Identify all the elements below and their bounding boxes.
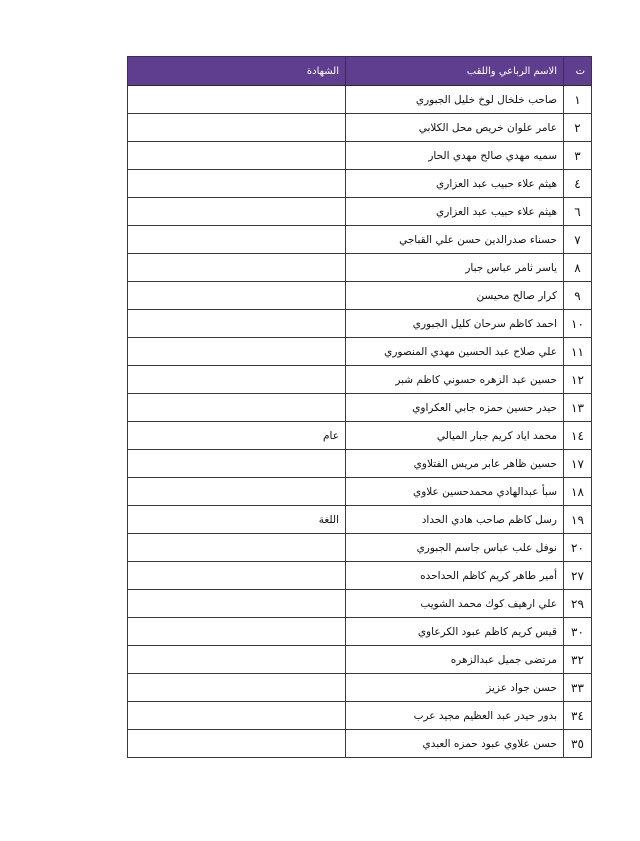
- row-certificate: [128, 646, 346, 674]
- row-certificate: [128, 730, 346, 758]
- document-sheet: [127, 56, 591, 758]
- row-full-name: سميه مهدي صالح مهدي الحار: [346, 142, 564, 170]
- table-body: [128, 86, 592, 758]
- row-number: ٨: [564, 254, 592, 282]
- row-certificate: اللغة: [128, 506, 346, 534]
- row-full-name: مرتضى جميل عبدالزهره: [346, 646, 564, 674]
- row-certificate: [128, 226, 346, 254]
- row-number: ١٢: [564, 366, 592, 394]
- row-full-name: حسن جواد عزيز: [346, 674, 564, 702]
- row-full-name: رسل كاظم صاحب هادي الحداد: [346, 506, 564, 534]
- table-header-row: [128, 57, 592, 86]
- row-full-name: علي صلاح عبد الحسين مهدي المنصوري: [346, 338, 564, 366]
- row-certificate: [128, 590, 346, 618]
- row-certificate: [128, 394, 346, 422]
- table-row: [128, 310, 592, 338]
- table-row: [128, 506, 592, 534]
- row-number: ٣: [564, 142, 592, 170]
- row-certificate: [128, 198, 346, 226]
- row-full-name: عامر علوان خريص محل الكلابي: [346, 114, 564, 142]
- row-full-name: حسين عبد الزهره حسوني كاظم شبر: [346, 366, 564, 394]
- table-row: [128, 674, 592, 702]
- table-row: [128, 198, 592, 226]
- row-full-name: احمد كاظم سرحان كليل الجبوري: [346, 310, 564, 338]
- row-full-name: صاحب خلخال لوخ خليل الجبوري: [346, 86, 564, 114]
- row-number: ١١: [564, 338, 592, 366]
- row-number: ٤: [564, 170, 592, 198]
- header-num: ت: [564, 57, 592, 86]
- row-full-name: حسن علاوي عبود حمزه العبدي: [346, 730, 564, 758]
- row-certificate: [128, 450, 346, 478]
- row-certificate: [128, 618, 346, 646]
- table-row: [128, 422, 592, 450]
- table-row: [128, 282, 592, 310]
- row-full-name: هيثم علاء حبيب عبد العزاري: [346, 198, 564, 226]
- table-row: [128, 450, 592, 478]
- row-full-name: أمير طاهر كريم كاظم الحداحده: [346, 562, 564, 590]
- table-row: [128, 338, 592, 366]
- row-full-name: علي ارهيف كوك محمد الشويب: [346, 590, 564, 618]
- table-row: [128, 590, 592, 618]
- row-number: ١٧: [564, 450, 592, 478]
- table-row: [128, 730, 592, 758]
- row-certificate: [128, 478, 346, 506]
- row-full-name: قيس كريم كاظم عبود الكرعاوي: [346, 618, 564, 646]
- row-certificate: [128, 86, 346, 114]
- row-number: ٦: [564, 198, 592, 226]
- row-certificate: [128, 114, 346, 142]
- table-row: [128, 114, 592, 142]
- table-row: [128, 646, 592, 674]
- table-row: [128, 254, 592, 282]
- row-number: ١٨: [564, 478, 592, 506]
- row-full-name: ياسر ثامر عباس جبار: [346, 254, 564, 282]
- row-full-name: سبأ عبدالهادي محمدحسين علاوي: [346, 478, 564, 506]
- row-number: ٣٠: [564, 618, 592, 646]
- table-row: [128, 534, 592, 562]
- row-certificate: [128, 310, 346, 338]
- table-row: [128, 394, 592, 422]
- row-full-name: حسناء صدرالدين حسن علي القباجي: [346, 226, 564, 254]
- table-row: [128, 618, 592, 646]
- row-certificate: [128, 338, 346, 366]
- row-number: ٣٥: [564, 730, 592, 758]
- row-number: ١: [564, 86, 592, 114]
- row-number: ٢: [564, 114, 592, 142]
- row-full-name: هيثم علاء حبيب عبد العزاري: [346, 170, 564, 198]
- row-full-name: نوفل علب عباس جاسم الجبوري: [346, 534, 564, 562]
- row-certificate: [128, 282, 346, 310]
- row-full-name: حيدر حسين حمزه جابي العكراوي: [346, 394, 564, 422]
- row-number: ٢٩: [564, 590, 592, 618]
- row-certificate: [128, 254, 346, 282]
- row-number: ٣٣: [564, 674, 592, 702]
- row-certificate: [128, 142, 346, 170]
- row-certificate: [128, 534, 346, 562]
- row-certificate: [128, 702, 346, 730]
- row-full-name: بدور حيدر عبد العظيم مجيد عرب: [346, 702, 564, 730]
- row-number: ٩: [564, 282, 592, 310]
- header-name: الاسم الرباعي واللقب: [346, 57, 564, 86]
- row-certificate: [128, 562, 346, 590]
- row-number: ٢٠: [564, 534, 592, 562]
- row-number: ٧: [564, 226, 592, 254]
- row-number: ٣٤: [564, 702, 592, 730]
- row-number: ١٠: [564, 310, 592, 338]
- names-table: [127, 56, 592, 758]
- row-number: ٣٢: [564, 646, 592, 674]
- table-row: [128, 86, 592, 114]
- table-row: [128, 366, 592, 394]
- row-number: ٢٧: [564, 562, 592, 590]
- row-number: ١٤: [564, 422, 592, 450]
- header-cert: الشهادة: [128, 57, 346, 86]
- row-full-name: كرار صالح محيسن: [346, 282, 564, 310]
- row-certificate: [128, 674, 346, 702]
- row-certificate: عام: [128, 422, 346, 450]
- row-full-name: محمد اياد كريم جبار الميالي: [346, 422, 564, 450]
- table-row: [128, 702, 592, 730]
- table-row: [128, 478, 592, 506]
- row-certificate: [128, 366, 346, 394]
- table-row: [128, 562, 592, 590]
- table-row: [128, 170, 592, 198]
- row-number: ١٩: [564, 506, 592, 534]
- row-certificate: [128, 170, 346, 198]
- row-number: ١٣: [564, 394, 592, 422]
- table-row: [128, 142, 592, 170]
- table-row: [128, 226, 592, 254]
- row-full-name: حسين ظاهر عابر مريس الفتلاوي: [346, 450, 564, 478]
